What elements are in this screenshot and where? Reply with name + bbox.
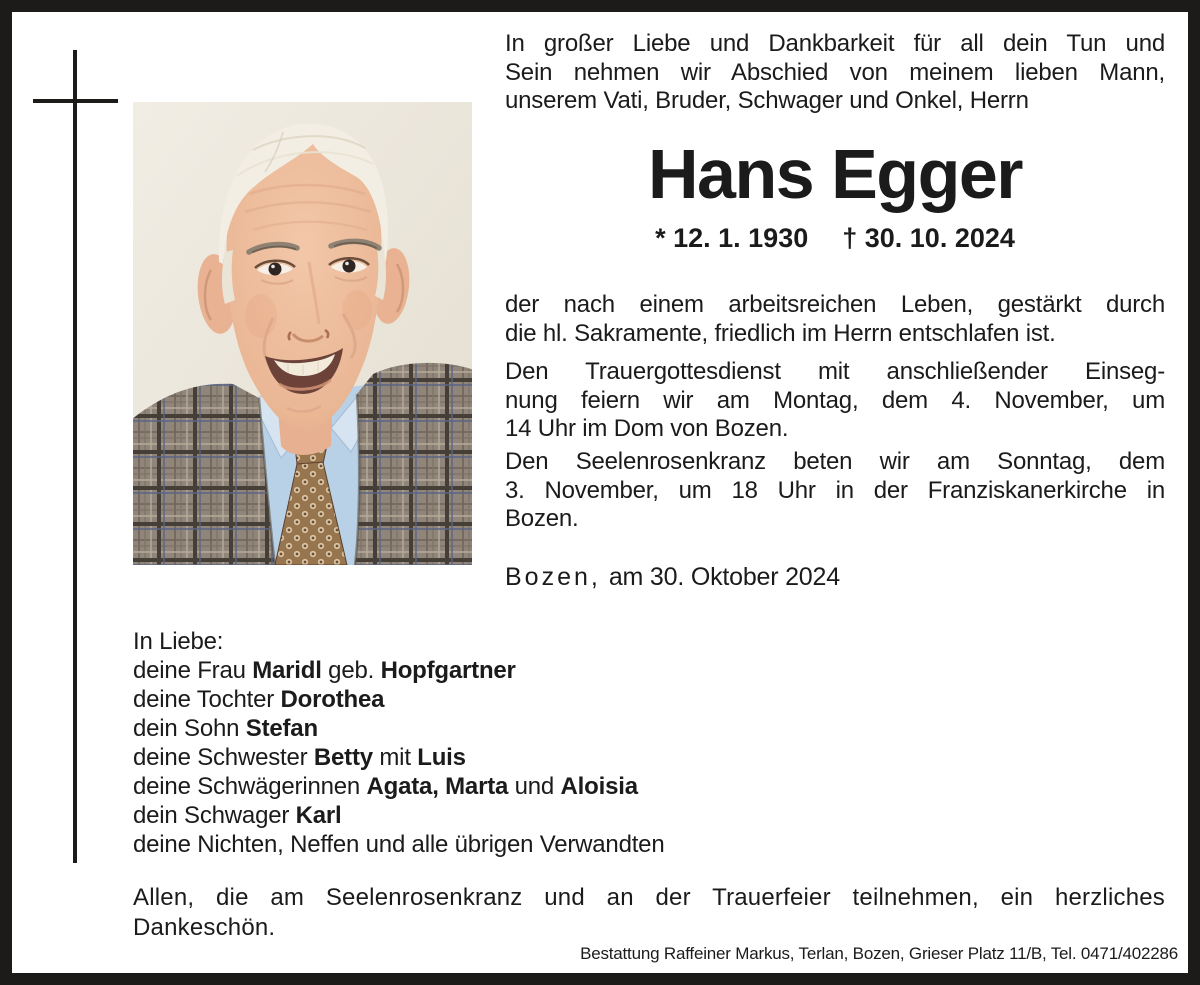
mourner-line: deine Frau Maridl geb. Hopfgartner (133, 657, 516, 684)
text-line: 3. November, um 18 Uhr in der Franziskanerkirche in (505, 476, 1165, 504)
text-line: Sein nehmen wir Abschied von meinem lieben Mann, (505, 58, 1165, 86)
life-dates (505, 222, 1165, 254)
text-line: 14 Uhr im Dom von Bozen. (505, 415, 789, 442)
place-name: Bozen, (505, 563, 601, 591)
funeral-service-info (505, 358, 1165, 444)
birth-date: * 12. 1. 1930 (655, 223, 809, 253)
rosary-info (505, 448, 1165, 534)
mourner-line: deine Schwägerinnen Agata, Marta und Aloisia (133, 773, 638, 800)
text-line: Allen, die am Seelenrosenkranz und an der Trauerfeier teilnehmen, ein herzliches (133, 884, 1165, 911)
mourner-line: deine Schwester Betty mit Luis (133, 744, 466, 771)
text-line: Den Trauergottesdienst mit anschließender Einseg- (505, 358, 1165, 385)
text-line: Den Seelenrosenkranz beten wir am Sonntag, dem (505, 448, 1165, 475)
portrait-photo (133, 102, 472, 565)
mourner-line: dein Sohn Stefan (133, 715, 318, 742)
text-line: unserem Vati, Bruder, Schwager und Onkel, Herrn (505, 87, 1029, 114)
funeral-home-info: Bestattung Raffeiner Markus, Terlan, Bozen, Grieser Platz 11/B, Tel. 0471/402286 (580, 944, 1178, 963)
mourners-heading: In Liebe: (133, 628, 224, 655)
mourner-line: deine Nichten, Neffen und alle übrigen Verwandten (133, 831, 665, 858)
text-line: nung feiern wir am Montag, dem 4. November, um (505, 386, 1165, 414)
issue-date: am 30. Oktober 2024 (608, 563, 840, 591)
mourners-section (133, 627, 1053, 859)
text-line: Bozen. (505, 505, 579, 532)
mourners-list (133, 656, 1053, 859)
mourner-line: dein Schwager Karl (133, 802, 342, 829)
place-date-line (505, 562, 840, 592)
cross-vertical-bar (73, 50, 77, 863)
thanks-text (133, 883, 1165, 943)
deceased-name: Hans Egger (648, 135, 1022, 213)
text-line: der nach einem arbeitsreichen Leben, gestärkt durch (505, 291, 1165, 318)
intro-text (505, 30, 1165, 116)
death-announcement (505, 291, 1165, 348)
death-date: † 30. 10. 2024 (842, 223, 1015, 253)
text-line: die hl. Sakramente, friedlich im Herrn entschlafen ist. (505, 319, 1056, 347)
cross-horizontal-bar (33, 99, 118, 103)
mourner-line: deine Tochter Dorothea (133, 686, 385, 713)
text-line: Dankeschön. (133, 914, 276, 941)
text-line: In großer Liebe und Dankbarkeit für all dein Tun und (505, 30, 1165, 57)
